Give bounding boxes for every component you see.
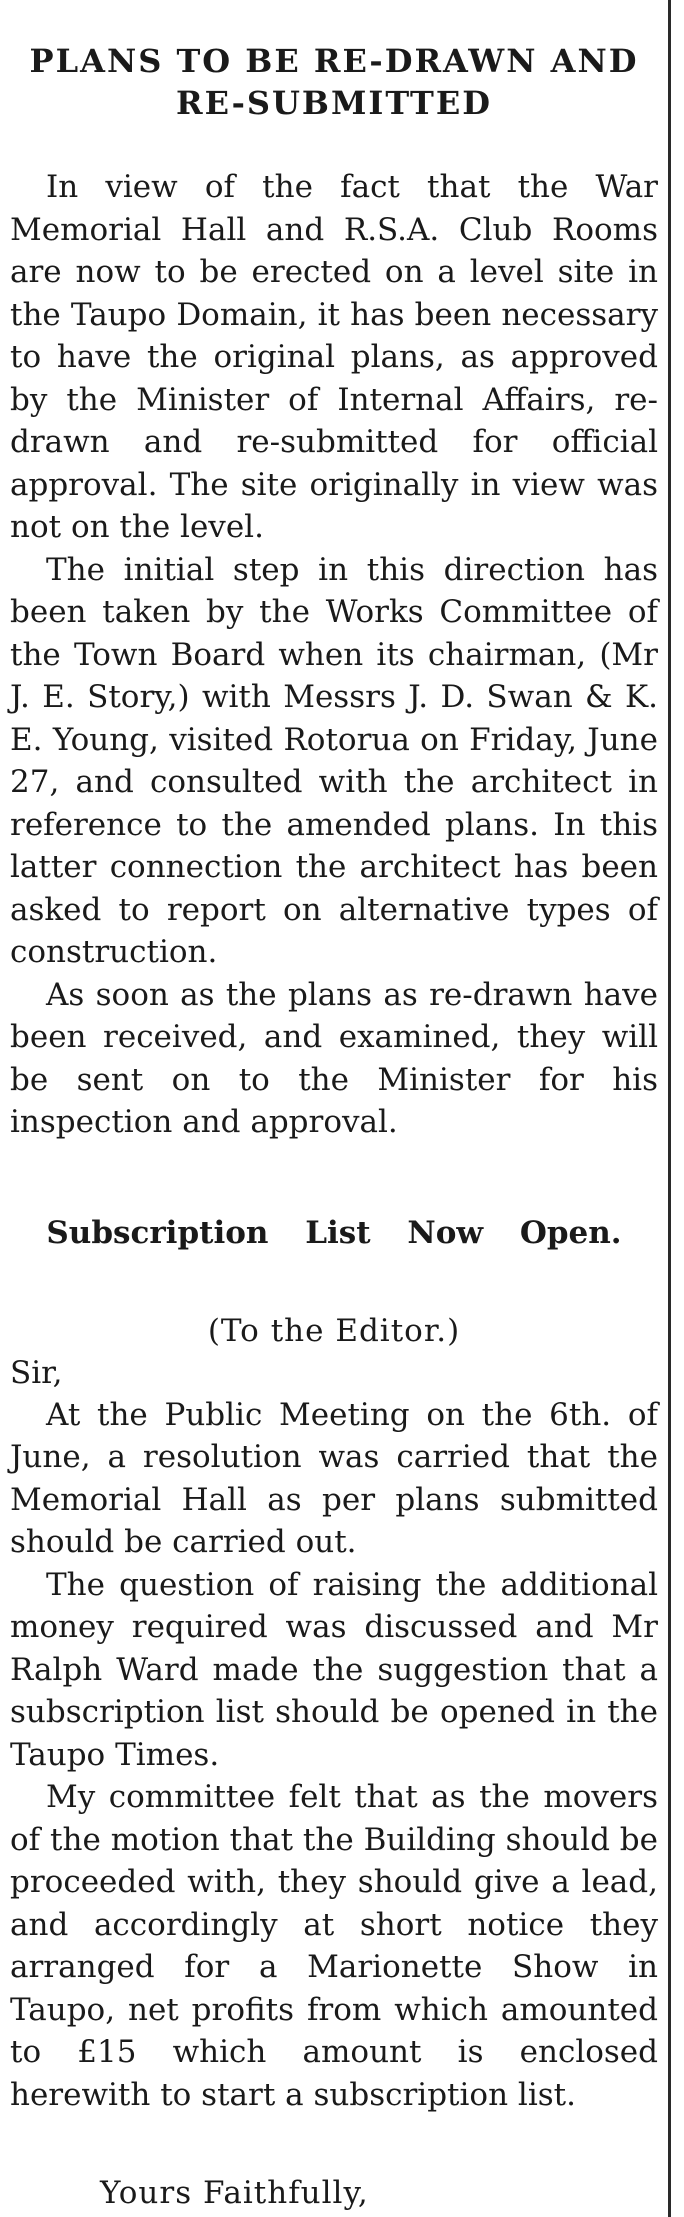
article-paragraph: As soon as the plans as re-drawn have been received, and examined, they will be sent on to the Minister for his inspection and approval. (10, 976, 658, 1140)
letter-paragraph: The question of raising the additional money required was discussed and Mr Ralph Ward made the suggestion that a subscription list should be opened in the Taupo Times. (10, 1566, 658, 1773)
letter-salutation: Sir, (10, 1354, 63, 1391)
article-paragraph: The initial step in this direction has been taken by the Works Committee of the Town Board when its chairman, (Mr J. E. Story,) with Messrs J. D. Swan & K. E. Young, visited Rotorua on Friday, June 27, and consulted with the architect in reference to the amended plans. In this latter connection the architect has been asked to report on alternative types of construction. (10, 551, 658, 970)
letter-signoff: Yours Faithfully, (100, 2175, 369, 2211)
letter-paragraph: My committee felt that as the movers of the motion that the Building should be proceeded with, they should give a lead, and accordingly at short notice they arranged for a Marionette Show in Taupo, net profits from which amounted to £15 which amount is enclosed herewith to start a subscription list. (10, 1779, 658, 2113)
headline: PLANS TO BE RE-DRAWN AND RE-SUBMITTED (29, 42, 639, 122)
article-paragraph: In view of the fact that the War Memorial Hall and R.S.A. Club Rooms are now to be erected on a level site in the Taupo Domain, it has been necessary to have the original plans, as approved by the Minister of Internal Affairs, re-drawn and re-submitted for official approval. The site originally in view was not on the level. (10, 169, 658, 545)
letter-subhead: Subscription List Now Open. (46, 1214, 622, 1251)
letter-addressee: (To the Editor.) (207, 1312, 461, 1349)
article-body (10, 166, 658, 1144)
letter-paragraph: At the Public Meeting on the 6th. of June, a resolution was carried that the Memorial Hall as per plans submitted should be carried out. (10, 1396, 658, 1560)
letter-body (10, 1394, 658, 2117)
column-rule (668, 0, 671, 2217)
